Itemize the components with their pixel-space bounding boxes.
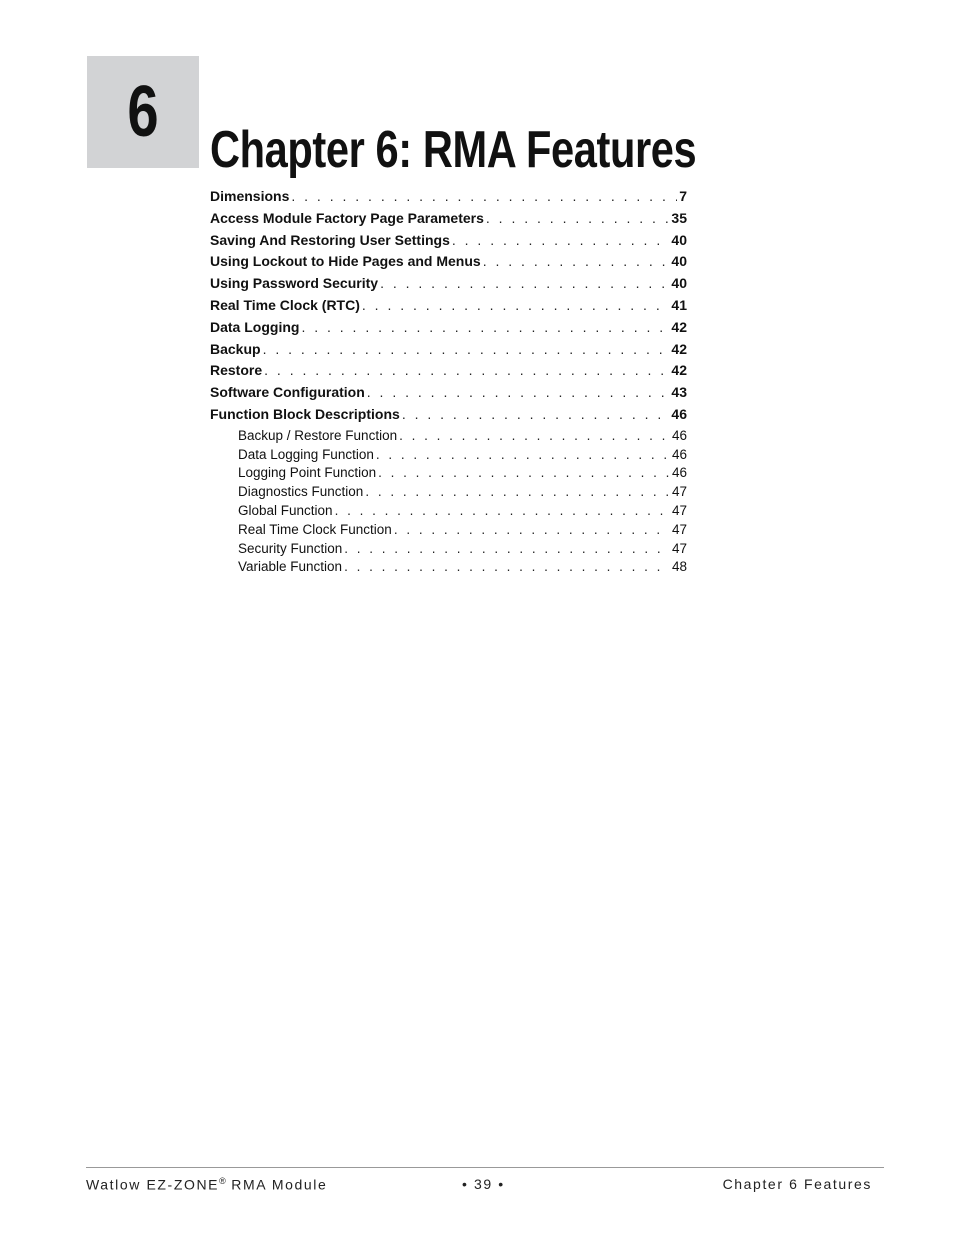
toc-subentry[interactable] — [210, 484, 687, 503]
toc-leader — [394, 522, 670, 537]
page-number: • 39 • — [462, 1176, 505, 1192]
toc-entry-page: 7 — [679, 188, 687, 204]
toc-subentry[interactable] — [210, 503, 687, 522]
toc-entry-page: 46 — [671, 405, 687, 422]
toc-entry-label: Restore — [210, 362, 263, 379]
toc-subentry[interactable] — [210, 541, 687, 560]
toc-subentry-page: 47 — [671, 502, 687, 518]
toc-leader — [376, 447, 670, 462]
toc-entry[interactable] — [210, 275, 687, 297]
chapter-number: 6 — [127, 72, 159, 152]
toc-leader — [344, 541, 670, 556]
toc-entry-label: Using Password Security — [210, 275, 379, 292]
toc-leader — [264, 362, 669, 378]
toc-entry-page: 40 — [671, 275, 687, 292]
toc-leader — [263, 341, 670, 357]
toc-entry-page: 42 — [671, 318, 687, 335]
footer-chapter: Chapter 6 Features — [722, 1176, 872, 1192]
toc-entry-page: 40 — [671, 253, 687, 270]
toc-subentry[interactable] — [210, 559, 687, 578]
toc-subentry-page: 47 — [671, 521, 687, 537]
toc-leader — [402, 406, 670, 422]
toc-entry-page: 43 — [671, 384, 687, 401]
table-of-contents — [210, 188, 687, 578]
toc-entry[interactable] — [210, 188, 687, 210]
toc-subentry[interactable] — [210, 447, 687, 466]
footer-product — [86, 1176, 327, 1193]
toc-entry-page: 40 — [671, 231, 687, 248]
toc-entry-label: Function Block Descriptions — [210, 405, 400, 422]
toc-entry[interactable] — [210, 297, 687, 319]
chapter-title: Chapter 6: RMA Features — [210, 121, 697, 179]
toc-leader — [378, 465, 670, 480]
toc-entry-label: Data Logging — [210, 318, 300, 335]
toc-entry-page: 35 — [671, 209, 687, 226]
toc-leader — [365, 484, 670, 499]
toc-entry-label: Access Module Factory Page Parameters — [210, 209, 484, 226]
toc-entry[interactable] — [210, 384, 687, 406]
toc-entry[interactable] — [210, 210, 687, 232]
toc-entry-label: Backup — [210, 340, 261, 357]
registered-mark: ® — [219, 1176, 226, 1186]
toc-subentry-label: Data Logging Function — [238, 446, 374, 462]
footer-divider — [86, 1167, 884, 1168]
footer-product-prefix: Watlow EZ-ZONE — [86, 1176, 220, 1193]
toc-subentry[interactable] — [210, 522, 687, 541]
toc-leader — [486, 210, 670, 226]
toc-entry-page: 42 — [671, 340, 687, 357]
toc-entry[interactable] — [210, 406, 687, 428]
toc-subentry-label: Variable Function — [238, 559, 343, 575]
toc-entry-label: Saving And Restoring User Settings — [210, 231, 450, 248]
toc-leader — [344, 559, 670, 574]
toc-leader — [399, 428, 670, 443]
toc-subentry-page: 46 — [671, 446, 687, 462]
toc-leader — [291, 188, 677, 204]
footer-product-suffix: RMA Module — [225, 1176, 328, 1193]
toc-leader — [362, 297, 670, 313]
toc-entry[interactable] — [210, 253, 687, 275]
toc-subentry-label: Real Time Clock Function — [238, 521, 392, 537]
toc-leader — [367, 384, 670, 400]
toc-subentry-label: Diagnostics Function — [238, 484, 364, 500]
toc-entry[interactable] — [210, 341, 687, 363]
toc-entry-label: Real Time Clock (RTC) — [210, 296, 360, 313]
toc-entry[interactable] — [210, 232, 687, 254]
toc-subentry-label: Security Function — [238, 540, 343, 556]
toc-subentry-label: Backup / Restore Function — [238, 427, 398, 443]
toc-subentry-page: 46 — [671, 465, 687, 481]
toc-subentry-page: 48 — [671, 559, 687, 575]
toc-subentry-label: Global Function — [238, 502, 333, 518]
toc-leader — [483, 253, 670, 269]
toc-subentry[interactable] — [210, 465, 687, 484]
toc-subentry-page: 46 — [671, 427, 687, 443]
chapter-number-box — [87, 56, 199, 168]
toc-entry[interactable] — [210, 319, 687, 341]
toc-leader — [452, 232, 670, 248]
toc-leader — [380, 275, 669, 291]
toc-leader — [301, 319, 669, 335]
toc-entry[interactable] — [210, 362, 687, 384]
toc-entry-label: Software Configuration — [210, 384, 365, 401]
toc-subentry[interactable] — [210, 428, 687, 447]
toc-entry-label: Dimensions — [210, 188, 290, 204]
toc-entry-label: Using Lockout to Hide Pages and Menus — [210, 253, 481, 270]
toc-subentry-page: 47 — [671, 540, 687, 556]
toc-entry-page: 41 — [671, 296, 687, 313]
toc-entry-page: 42 — [671, 362, 687, 379]
toc-subentry-label: Logging Point Function — [238, 465, 377, 481]
toc-subentry-page: 47 — [671, 484, 687, 500]
toc-leader — [335, 503, 670, 518]
